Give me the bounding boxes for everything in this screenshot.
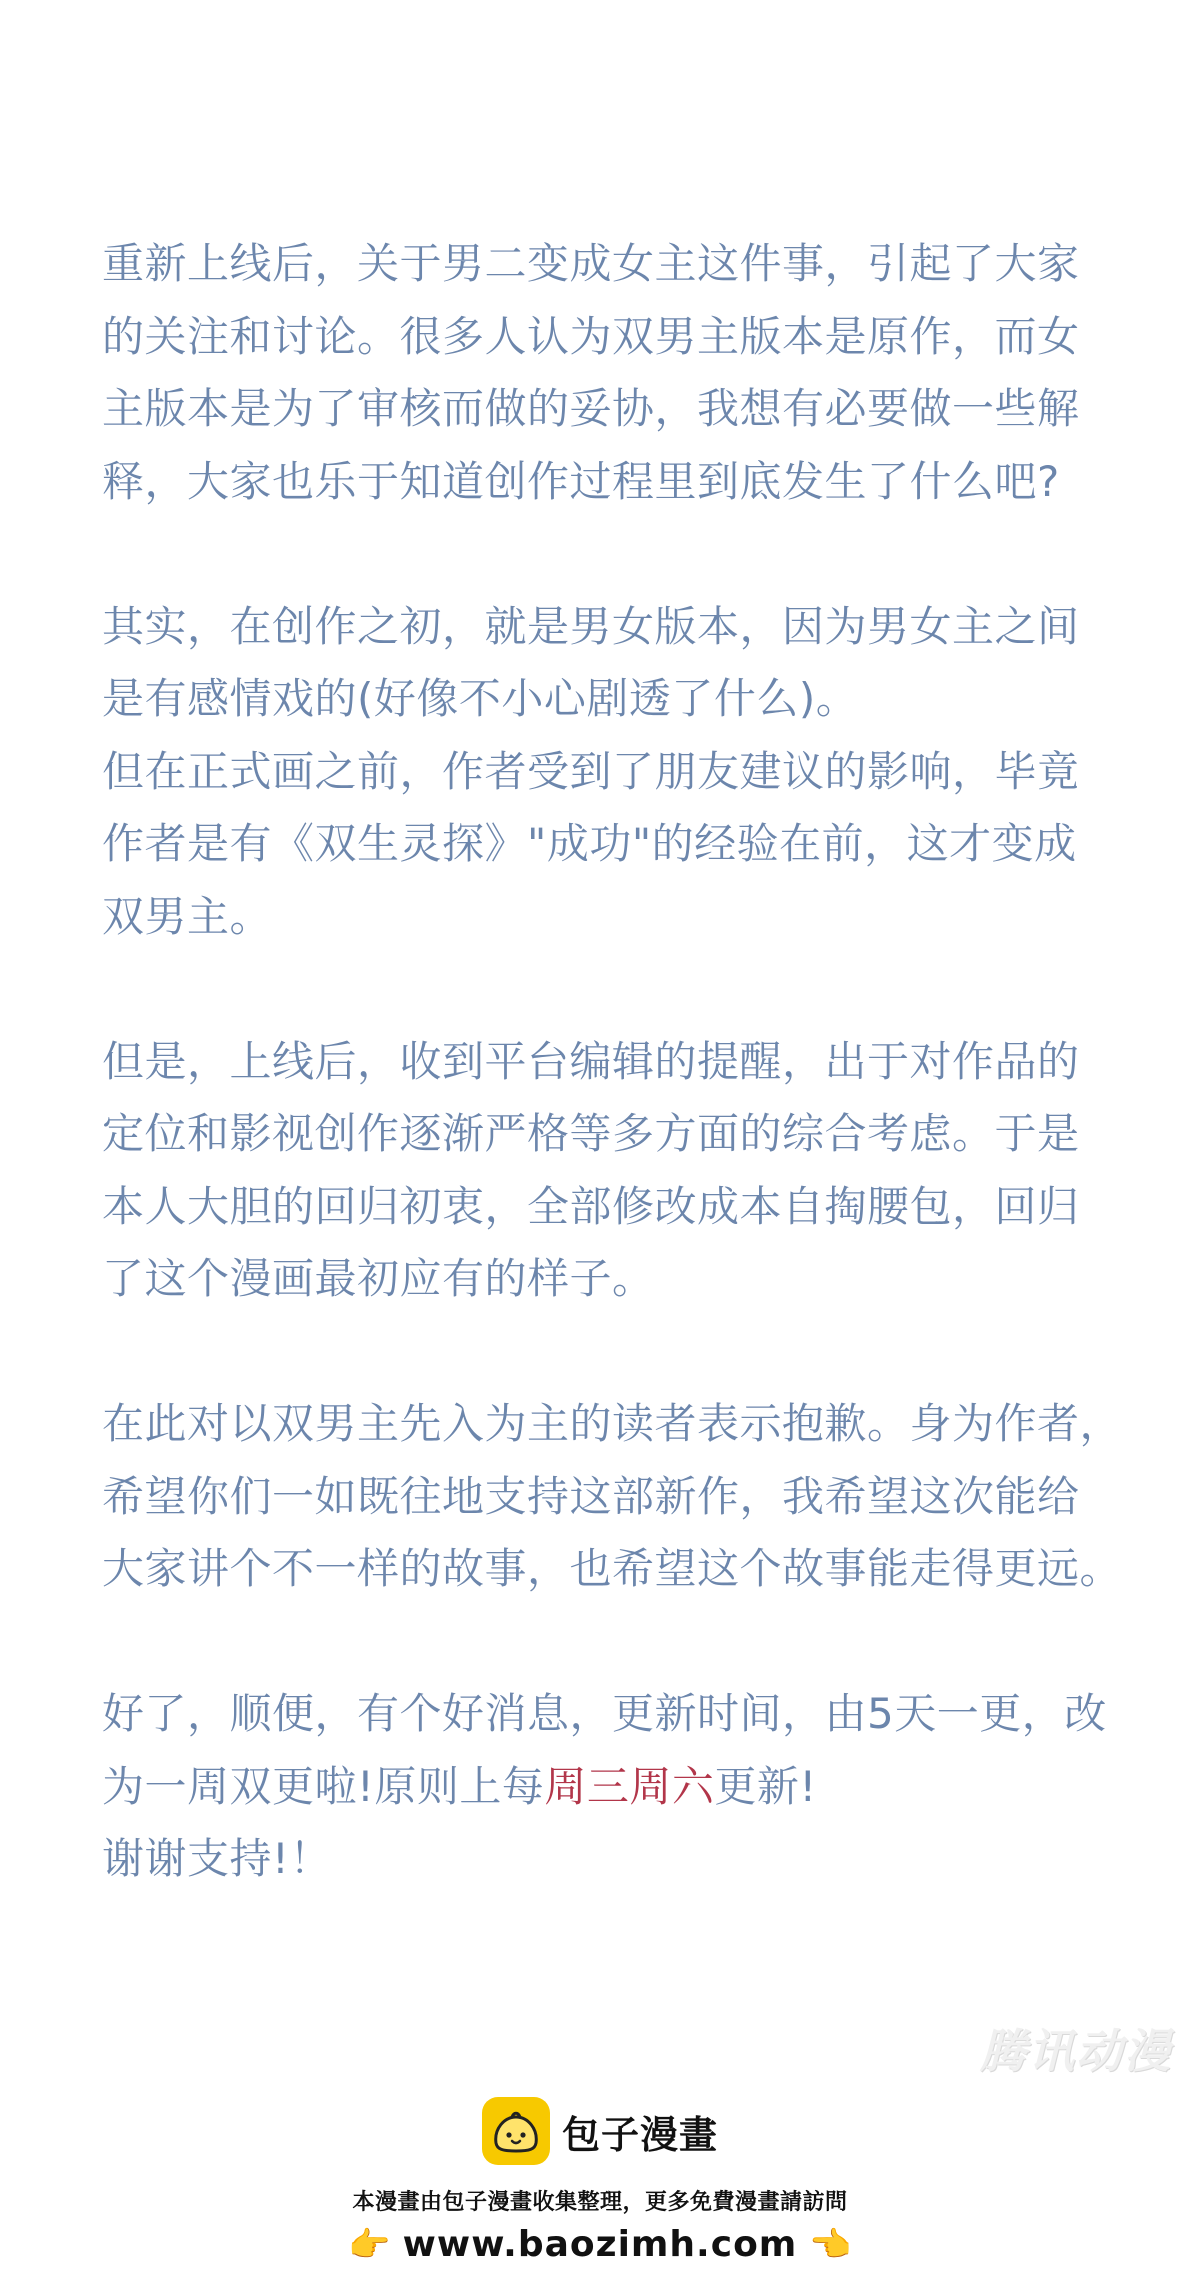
- site-url-link[interactable]: www.baozimh.com: [402, 2224, 798, 2265]
- footer: [0, 2095, 1200, 2265]
- text-line: 在此对以双男主先入为主的读者表示抱歉。身为作者，: [102, 1399, 1123, 1448]
- paragraph-schedule: [102, 1678, 1107, 1896]
- paragraph-apology: [102, 1388, 1123, 1606]
- text-segment: 为一周双更啦!原则上每: [102, 1761, 545, 1811]
- text-line: 定位和影视创作逐渐严格等多方面的综合考虑。于是: [102, 1109, 1080, 1158]
- brand-row: [0, 2095, 1200, 2167]
- text-line: 主版本是为了审核而做的妥协，我想有必要做一些解: [102, 384, 1080, 433]
- text-line: 作者是有《双生灵探》"成功"的经验在前，这才变成: [102, 819, 1077, 868]
- update-days-highlight: 周三周六: [544, 1761, 715, 1811]
- paragraph-reason: [102, 228, 1102, 518]
- tencent-comic-watermark: 腾讯动漫: [980, 2024, 1172, 2078]
- text-line-thanks: 谢谢支持!！: [102, 1834, 332, 1883]
- pointing-left-hand-icon: 👈: [809, 2224, 852, 2265]
- text-line: 是有感情戏的(好像不小心剧透了什么)。: [102, 674, 859, 723]
- text-line: 释，大家也乐于知道创作过程里到底发生了什么吧?: [102, 456, 1060, 506]
- url-row: [0, 2224, 1200, 2265]
- source-notice: 本漫畫由包子漫畫收集整理，更多免費漫畫請訪問: [352, 2190, 848, 2215]
- text-line: 了这个漫画最初应有的样子。: [102, 1254, 655, 1303]
- text-line: 但是，上线后，收到平台编辑的提醒，出于对作品的: [102, 1036, 1080, 1086]
- bun-face-icon: [482, 2097, 550, 2165]
- text-line: 重新上线后，关于男二变成女主这件事，引起了大家: [102, 239, 1080, 288]
- article: [102, 228, 1123, 1968]
- text-line: 希望你们一如既往地支持这部新作，我希望这次能给: [102, 1471, 1080, 1521]
- text-line: 好了，顺便，有个好消息，更新时间，由5天一更，改: [102, 1689, 1107, 1738]
- text-line: 但在正式画之前，作者受到了朋友建议的影响，毕竟: [102, 746, 1080, 796]
- text-line: 大家讲个不一样的故事，也希望这个故事能走得更远。: [102, 1544, 1123, 1593]
- text-segment: 更新!: [714, 1761, 817, 1811]
- pointing-right-hand-icon: 👉: [348, 2224, 391, 2265]
- text-line: 其实，在创作之初，就是男女版本，因为男女主之间: [102, 601, 1080, 651]
- paragraph-revision: [102, 1026, 1102, 1316]
- brand-name: 包子漫畫: [561, 2112, 718, 2157]
- text-line: 的关注和讨论。很多人认为双男主版本是原作，而女: [102, 311, 1080, 361]
- text-line: 双男主。: [102, 891, 273, 941]
- text-line: 本人大胆的回归初衷，全部修改成本自掏腰包，回归: [102, 1181, 1080, 1231]
- paragraph-origin: [102, 591, 1102, 954]
- text-line-schedule: [102, 1751, 1102, 1824]
